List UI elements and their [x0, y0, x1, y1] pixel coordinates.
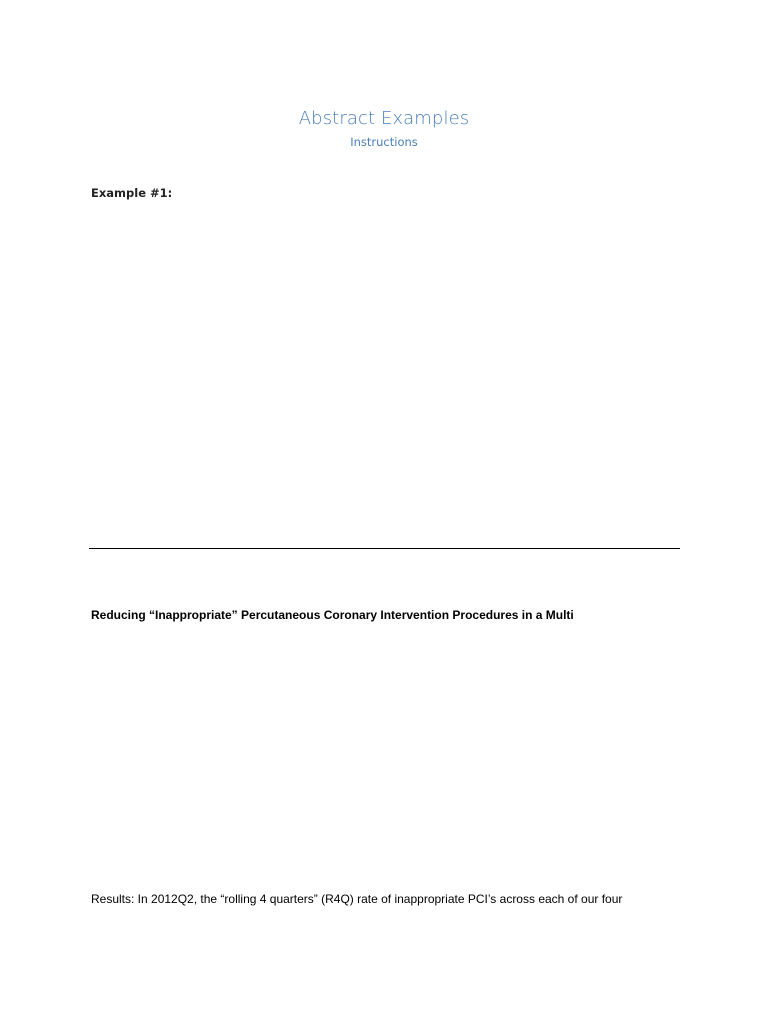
document-subtitle: Instructions: [350, 135, 418, 149]
abstract-title: Reducing “Inappropriate” Percutaneous Coronary Intervention Procedures in a Multi: [91, 608, 574, 622]
results-paragraph: Results: In 2012Q2, the “rolling 4 quarters” (R4Q) rate of inappropriate PCI’s across each of our four: [91, 892, 623, 906]
document-title: Abstract Examples: [298, 108, 470, 129]
section-divider: [89, 548, 680, 549]
example-heading: Example #1:: [91, 186, 173, 200]
